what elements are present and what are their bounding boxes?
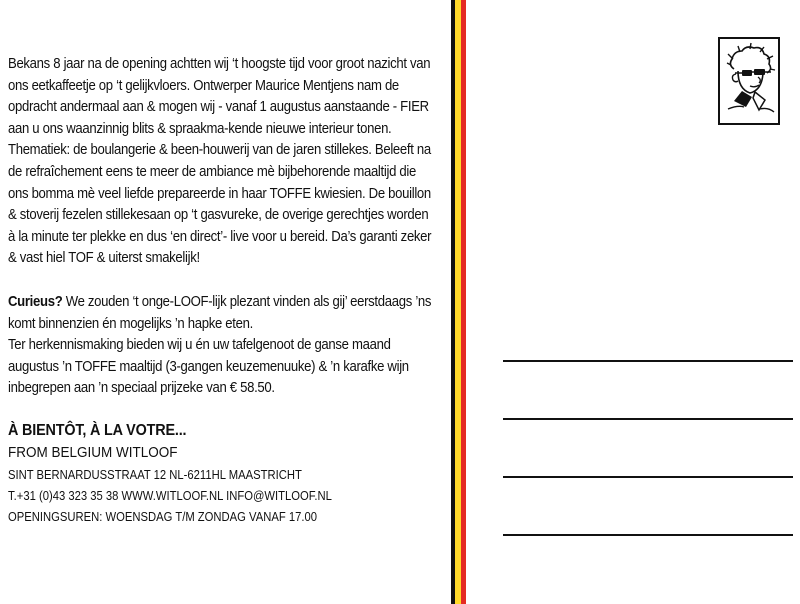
- closing-greeting: À BIENTÔT, À LA VOTRE...: [8, 421, 187, 439]
- address-line-2: [503, 418, 793, 420]
- street-address: SINT BERNARDUSSTRAAT 12 NL-6211HL MAASTRICHT: [8, 467, 302, 482]
- flag-stripe-red: [461, 0, 466, 604]
- opening-hours: OPENINGSUREN: WOENSDAG T/M ZONDAG VANAF 17.00: [8, 509, 318, 524]
- stamp-box: [718, 37, 780, 125]
- curious-label: Curieus?: [8, 293, 63, 310]
- contact-line: T.+31 (0)43 323 35 38 WWW.WITLOOF.NL INFO@WITLOOF.NL: [8, 488, 332, 503]
- curious-paragraph: [8, 292, 436, 335]
- cartoon-man-portrait-icon: [720, 39, 778, 123]
- brand-name: FROM BELGIUM WITLOOF: [8, 443, 178, 461]
- address-block: [8, 465, 436, 528]
- address-line-3: [503, 476, 793, 478]
- intro-paragraph: Bekans 8 jaar na de opening achtten wij ‘t hoogste tijd voor groot nazicht van ons eetkaffeetje op ‘t gelijkvloers. Ontwerper Maurice Mentjens nam de opdracht andermaal aan & mogen wij - vanaf 1 augustus aanstaande - FIER aan u ons waanzinnig blits & spraakma-kende nieuwe interieur tonen. Thematiek: de boulangerie & been-houwerij van de jaren stillekes. Beleeft na de refraîchement eens te meer de ambiance mè bijbehorende maaltijd die ons bomma mè veel liefde prepareerde in haar TOFFE kwiesien. De bouillon & stoverij fezelen stillekesaan op ‘t gasvureke, de overige gerechtjes worden à la minute ter plekke en dus ‘en direct’- live voor u bereid. Da’s garanti zeker & vast hiel TOF & uiterst smakelijk!: [8, 56, 432, 267]
- address-line-4: [503, 534, 793, 536]
- offer-paragraph: Ter herkennismaking bieden wij u én uw tafelgenoot de ganse maand augustus ’n TOFFE maaltijd (3-gangen keuzemenuuke) & ’n karafke wijn inbegrepen aan ’n speciaal prijzeke van € 58.50.: [8, 337, 409, 397]
- curious-text: We zouden ‘t onge-LOOF-lijk plezant vinden als gij’ eerstdaags ’ns komt binnenzien én mogelijks ’n hapke eten.: [8, 293, 432, 332]
- message-column: [8, 54, 436, 528]
- address-line-1: [503, 360, 793, 362]
